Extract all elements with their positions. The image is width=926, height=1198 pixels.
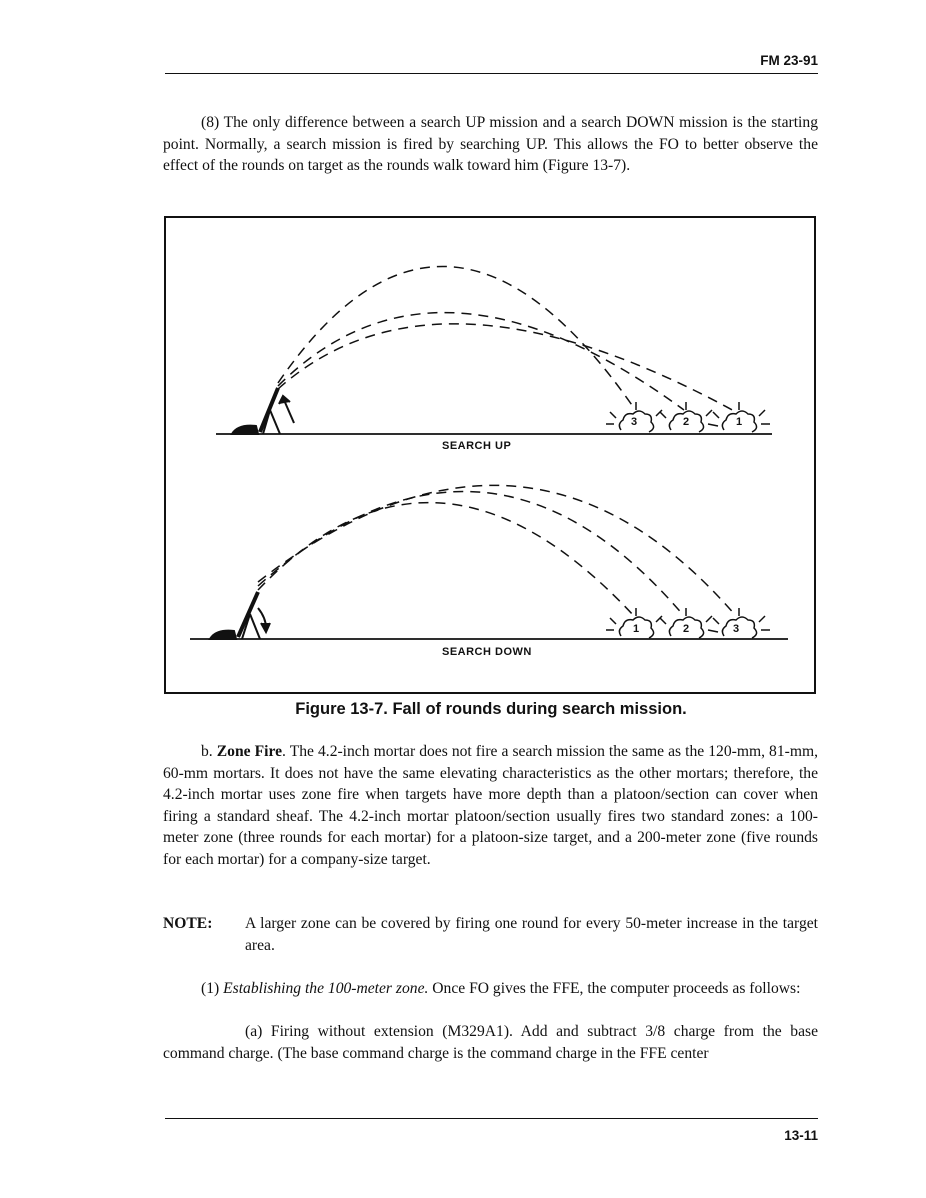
paragraph-b xyxy=(163,741,818,870)
round-label-down-3: 3 xyxy=(732,623,740,635)
search-down-label: SEARCH DOWN xyxy=(442,646,532,658)
round-label-up-1: 3 xyxy=(630,416,638,428)
mortar-icon-up xyxy=(232,388,294,434)
trajectory-down-round-2 xyxy=(258,491,684,616)
paragraph-1-title: Establishing the 100-meter zone. xyxy=(223,980,429,997)
search-diagram xyxy=(166,218,818,696)
figure-13-7 xyxy=(164,216,816,694)
note-block xyxy=(163,913,818,956)
trajectory-up-round-2 xyxy=(278,313,684,410)
note-text: A larger zone can be covered by firing one round for every 50-meter increase in the target area. xyxy=(245,915,818,954)
header-rule xyxy=(165,73,818,74)
trajectories-up xyxy=(278,266,736,412)
trajectories-down xyxy=(258,485,736,616)
footer-rule xyxy=(165,1118,818,1119)
paragraph-b-text: . The 4.2-inch mortar does not fire a search mission the same as the 120-mm, 81-mm, 60-mm mortars. It does not have the same elevating characteristics as the other mortars; therefore, the 4.2-inch mortar uses zone fire when targets have more depth than a platoon/section can cover when firing a standard sheaf. The 4.2-inch mortar platoon/section usually fires two standard zones: a 100-meter zone (three rounds for each mortar) for a platoon-size target, and a 200-meter zone (five rounds for each mortar) for a company-size target. xyxy=(163,743,819,868)
paragraph-b-prefix: b. xyxy=(201,743,213,760)
paragraph-8 xyxy=(163,112,818,177)
paragraph-1-text: Once FO gives the FFE, the computer proceeds as follows: xyxy=(428,980,801,997)
round-label-up-2: 2 xyxy=(682,416,690,428)
page-number: 13-11 xyxy=(784,1128,818,1143)
note-label: NOTE: xyxy=(163,915,213,932)
paragraph-a-text: (a) Firing without extension (M329A1). Add and subtract 3/8 charge from the base command charge. (The base command charge is the command charge in the FFE center xyxy=(163,1023,818,1062)
burst-down-round-3 xyxy=(713,608,770,638)
trajectory-down-round-3 xyxy=(258,485,736,616)
round-label-down-1: 1 xyxy=(632,623,640,635)
paragraph-1-prefix: (1) xyxy=(201,980,220,997)
round-label-down-2: 2 xyxy=(682,623,690,635)
page-header: FM 23-91 xyxy=(760,53,818,68)
mortar-icon-down xyxy=(210,592,270,639)
figure-caption: Figure 13-7. Fall of rounds during search mission. xyxy=(295,700,687,718)
paragraph-1 xyxy=(163,978,818,1000)
trajectory-down-round-1 xyxy=(258,503,634,616)
search-up-label: SEARCH UP xyxy=(442,440,512,452)
trajectory-up-round-3 xyxy=(278,266,634,408)
round-label-up-3: 1 xyxy=(735,416,743,428)
paragraph-8-text: (8) The only difference between a search UP mission and a search DOWN mission is the starting point. Normally, a search mission is fired by searching UP. This allows the FO to better observe the effect of the rounds on target as the rounds walk toward him (Figure 13-7). xyxy=(163,114,818,174)
paragraph-b-title: Zone Fire xyxy=(216,743,283,760)
paragraph-a xyxy=(163,1021,818,1064)
